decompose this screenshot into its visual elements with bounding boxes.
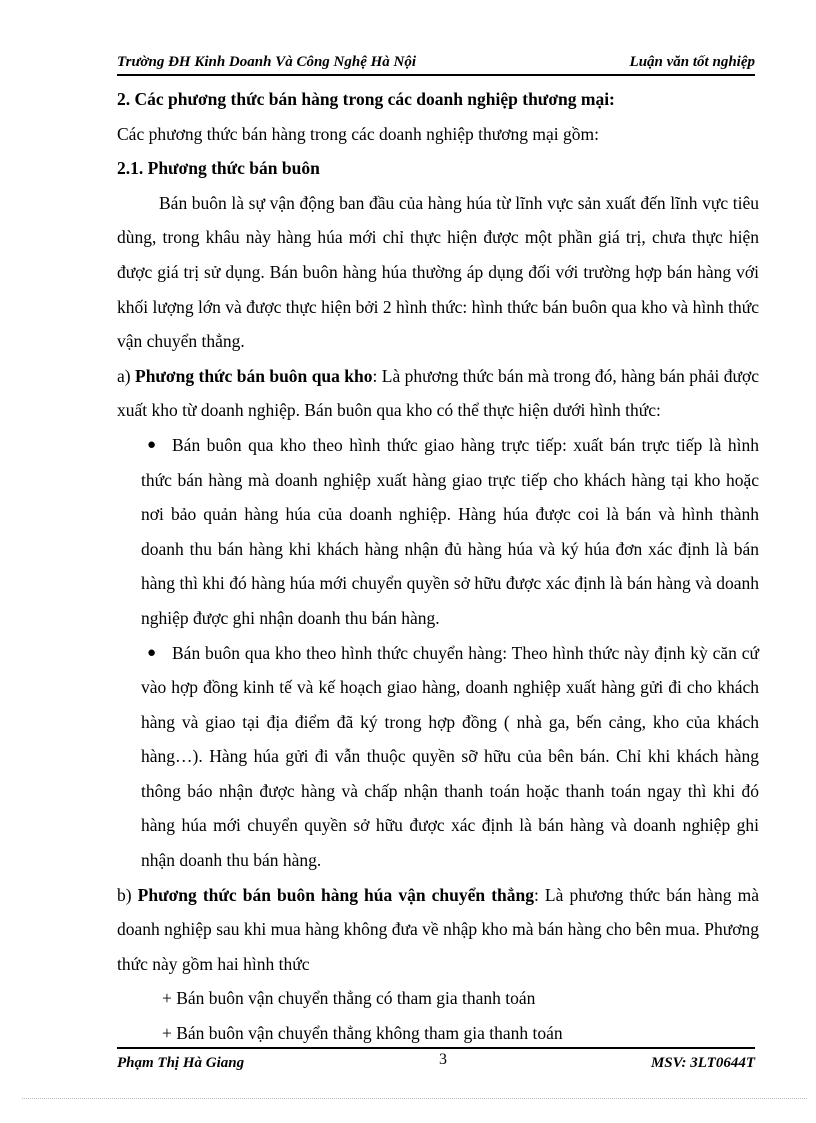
paragraph-direct-transport-method: b) Phương thức bán buôn hàng húa vận chuyển thẳng: Là phương thức bán hàng mà doanh nghiệp sau khi mua hàng không đưa về nhập kho mà bán hàng cho bên mua. Phương thức này gồm hai hình thức	[117, 884, 760, 974]
section-intro: Các phương thức bán hàng trong các doanh nghiệp thương mại gồm:	[117, 123, 599, 144]
direct-transport-term: Phương thức bán buôn hàng húa vận chuyển thẳng	[137, 884, 534, 905]
footer-author: Phạm Thị Hà Giang	[117, 1055, 245, 1071]
page-footer	[117, 1047, 755, 1073]
paragraph-wholesale-intro: Bán buôn là sự vận động ban đầu của hàng húa từ lĩnh vực sản xuất đến lĩnh vực tiêu dùng, trong khâu này hàng húa mới chỉ thực hiện được một phần giá trị, chưa thực hiện được giá trị sử dụng. Bán buôn hàng húa thường áp dụng đối với trường hợp bán hàng với khối lượng lớn và được thực hiện bởi 2 hình thức: hình thức bán buôn qua kho và hình thức vận chuyển thẳng.	[117, 192, 759, 352]
page-body	[117, 82, 759, 1051]
list-item-with-payment: + Bán buôn vận chuyển thẳng có tham gia thanh toán	[162, 988, 536, 1009]
header-school-name: Trường ĐH Kinh Doanh Và Công Nghệ Hà Nội	[117, 54, 417, 70]
header-document-type: Luận văn tốt nghiệp	[629, 54, 755, 70]
section-title: 2. Các phương thức bán hàng trong các doanh nghiệp thương mại:	[117, 89, 615, 109]
list-item-without-payment: + Bán buôn vận chuyển thẳng không tham gia thanh toán	[162, 1023, 563, 1044]
bullet-item-direct-delivery: ● Bán buôn qua kho theo hình thức giao hàng trực tiếp: xuất bán trực tiếp là hình thức bán hàng mà doanh nghiệp xuất hàng giao trực tiếp cho khách hàng tại kho hoặc nơi bảo quản hàng húa của doanh nghiệp. Hàng húa được coi là bán và hình thành doanh thu bán hàng khi khách hàng nhận đủ hàng húa và ký húa đơn xác định là bán hàng thì khi đó hàng húa mới chuyển quyền sở hữu được xác định là bán hàng và doanh nghiệp được ghi nhận doanh thu bán hàng.	[117, 428, 759, 636]
paragraph-warehouse-method: a) Phương thức bán buôn qua kho: Là phương thức bán mà trong đó, hàng bán phải được xuất kho từ doanh nghiệp. Bán buôn qua kho có thể thực hiện dưới hình thức:	[117, 365, 759, 421]
footer-student-id: MSV: 3LT0644T	[650, 1055, 755, 1071]
page-number: 3	[439, 1051, 447, 1068]
bullet-icon: ●	[147, 644, 157, 661]
subsection-title: 2.1. Phương thức bán buôn	[117, 158, 320, 179]
bullet-item-shipping: ● Bán buôn qua kho theo hình thức chuyển hàng: Theo hình thức này định kỳ căn cứ vào hợp đồng kinh tế và kế hoạch giao hàng, doanh nghiệp xuất hàng gửi đi cho khách hàng và giao tại địa điểm đã ký trong hợp đồng ( nhà ga, bến cảng, kho của khách hàng…). Hàng húa gửi đi vẫn thuộc quyền sỡ hữu của bên bán. Chỉ khi khách hàng thông báo nhận được hàng và chấp nhận thanh toán hoặc thanh toán ngay thì khi đó hàng húa mới chuyển quyền sở hữu được xác định là bán hàng và doanh nghiệp ghi nhận doanh thu bán hàng.	[117, 636, 759, 878]
page-boundary-line	[22, 1098, 807, 1099]
page-header	[117, 52, 755, 76]
bullet-icon: ●	[147, 436, 157, 453]
warehouse-method-term: Phương thức bán buôn qua kho	[135, 365, 373, 386]
